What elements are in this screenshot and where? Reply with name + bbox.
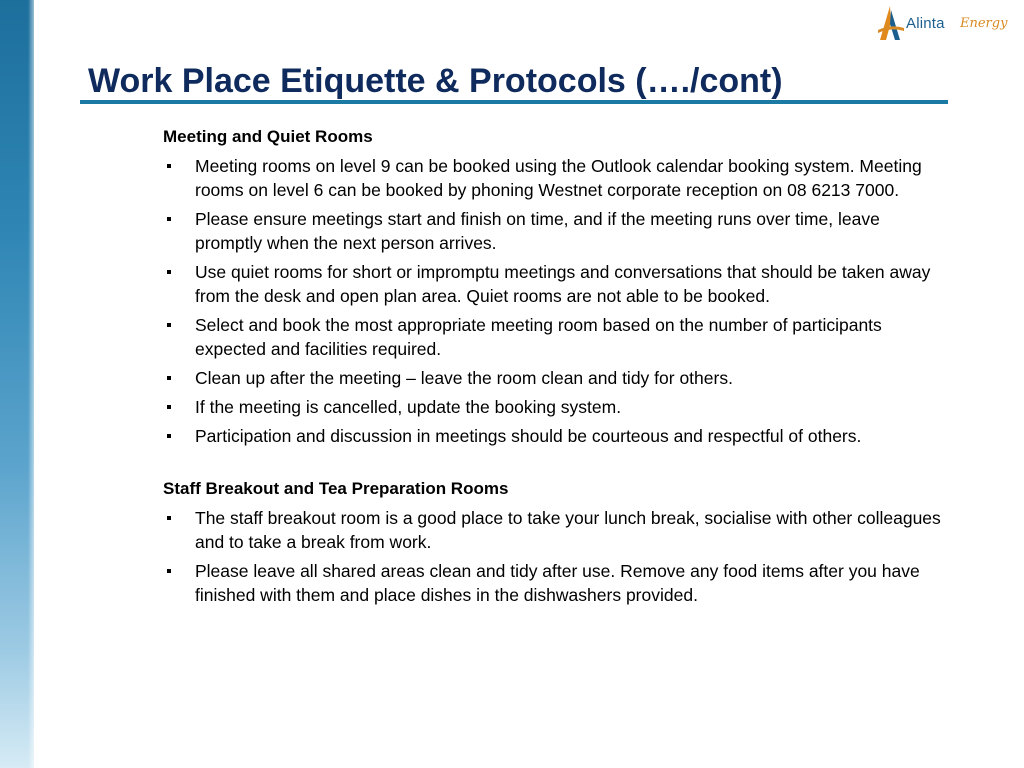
bullet-item (163, 424, 943, 448)
square-bullet-icon (167, 516, 171, 520)
bullet-text: Please ensure meetings start and finish on time, and if the meeting runs over time, leave promptly when the next person arrives. (195, 209, 880, 253)
logo-word-energy: Energy (960, 16, 1008, 31)
logo-word-alinta: Alinta (906, 15, 945, 32)
bullet-list (163, 154, 943, 448)
bullet-item (163, 313, 943, 361)
alinta-energy-logo (876, 4, 1018, 44)
square-bullet-icon (167, 323, 171, 327)
bullet-item (163, 207, 943, 255)
title-underline (80, 100, 948, 104)
bullet-item (163, 506, 943, 554)
bullet-item (163, 366, 943, 390)
section-breakout-rooms (163, 477, 943, 607)
square-bullet-icon (167, 270, 171, 274)
section-spacer (163, 453, 943, 477)
square-bullet-icon (167, 405, 171, 409)
logo-mark-icon (876, 4, 906, 44)
bullet-text: Please leave all shared areas clean and tidy after use. Remove any food items after you have finished with them and place dishes in the dishwashers provided. (195, 561, 920, 605)
square-bullet-icon (167, 376, 171, 380)
bullet-text: Clean up after the meeting – leave the room clean and tidy for others. (195, 368, 733, 388)
bullet-text: Use quiet rooms for short or impromptu meetings and conversations that should be taken away from the desk and open plan area. Quiet rooms are not able to be booked. (195, 262, 931, 306)
section-meeting-rooms (163, 125, 943, 448)
square-bullet-icon (167, 569, 171, 573)
bullet-text: Select and book the most appropriate meeting room based on the number of participants expected and facilities required. (195, 315, 882, 359)
section-heading: Staff Breakout and Tea Preparation Rooms (163, 479, 509, 498)
side-decoration-bar (0, 0, 34, 768)
square-bullet-icon (167, 434, 171, 438)
bullet-list (163, 506, 943, 607)
bullet-item (163, 559, 943, 607)
slide-content (163, 125, 943, 612)
section-heading: Meeting and Quiet Rooms (163, 127, 373, 146)
bullet-text: Meeting rooms on level 9 can be booked using the Outlook calendar booking system. Meeting rooms on level 6 can be booked by phoning Westnet corporate reception on 08 6213 7000. (195, 156, 922, 200)
square-bullet-icon (167, 217, 171, 221)
bullet-item (163, 154, 943, 202)
bullet-text: If the meeting is cancelled, update the booking system. (195, 397, 622, 417)
square-bullet-icon (167, 164, 171, 168)
slide-title: Work Place Etiquette & Protocols (…./cont) (88, 62, 783, 100)
bullet-item (163, 395, 943, 419)
bullet-item (163, 260, 943, 308)
bullet-text: Participation and discussion in meetings should be courteous and respectful of others. (195, 426, 862, 446)
bullet-text: The staff breakout room is a good place to take your lunch break, socialise with other colleagues and to take a break from work. (195, 508, 941, 552)
